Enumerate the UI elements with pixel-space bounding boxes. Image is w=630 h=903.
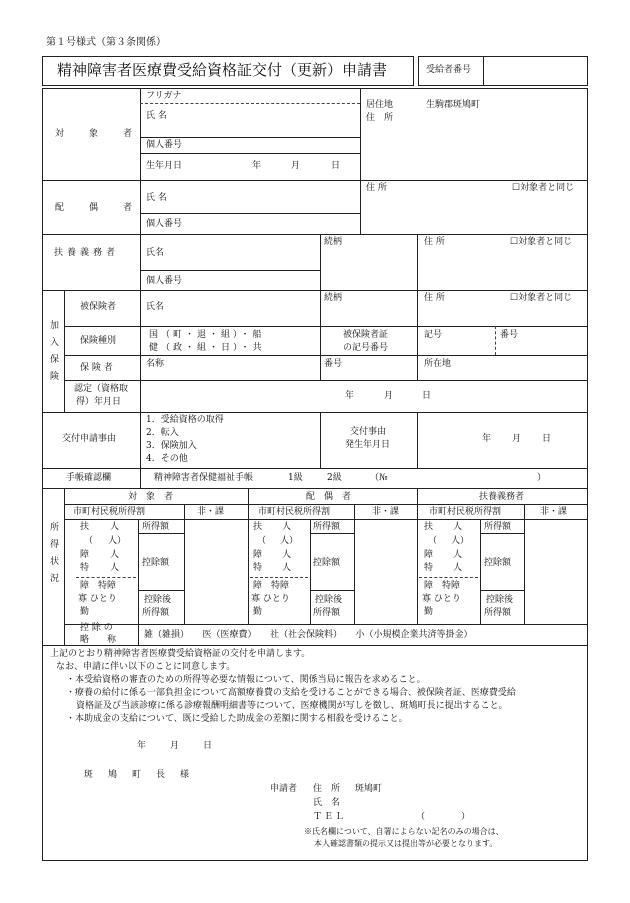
b3-paren-close: 人）	[451, 536, 470, 546]
declaration-date[interactable]: 年 月 日	[137, 741, 215, 751]
income-col-spouse: 配 偶 者	[306, 492, 352, 502]
insured-name-label: 氏名	[146, 302, 165, 312]
declaration-bullet2a: ・療養の給付に係る一部負担金について高額療養費の支給を受けることができる場合、被保険者証、医療費受給	[66, 688, 516, 698]
b2-paren: （	[257, 536, 267, 546]
insured-relation-label: 続柄	[324, 293, 343, 303]
insured-address-label: 住 所	[424, 293, 445, 303]
b2-toku: 特	[253, 563, 263, 573]
card-number-field-label: 番号	[500, 330, 519, 340]
b2-fuyo: 扶	[253, 522, 263, 532]
b1-income: 所得額	[142, 522, 170, 532]
b3-after1: 控除後	[486, 595, 514, 605]
form-number: 第１号様式（第３条関係）	[46, 37, 166, 48]
insurer-label: 保 険 者	[80, 363, 113, 373]
supporter-personal-no-label: 個人番号	[146, 276, 183, 286]
notebook-grade2[interactable]: 2級	[327, 473, 342, 483]
spouse-name-label: 氏 名	[146, 193, 167, 203]
insurer-no-label: 番号	[324, 359, 343, 369]
cert-date-label1: 認定（資格取	[74, 384, 129, 394]
supporter-address-label: 住 所	[424, 237, 445, 247]
abbr-text: 雑（雑損） 医（医療費） 社（社会保険料） 小（小規模企業共済等掛金）	[144, 630, 473, 640]
b3-paren: （	[428, 536, 438, 546]
page-title: 精神障害者医療費受給資格証交付（更新）申請書	[57, 61, 388, 79]
reason-month: 月	[512, 434, 522, 444]
signature-note2: 本人確認書類の提示又は提出等が必要となります。	[314, 839, 498, 848]
reason-date-label1: 交付事由	[350, 427, 387, 437]
declaration-bullet1: ・本受給資格の審査のための所得等必要な情報について、関係当局に報告を求めること。	[66, 675, 426, 685]
b3-toku: 特	[424, 563, 434, 573]
tax-status-3[interactable]: 非・課	[540, 507, 568, 517]
b3-lower2: 寡 ひとり	[422, 594, 461, 604]
b1-after1: 控除後	[144, 595, 172, 605]
b2-after1: 控除後	[315, 595, 343, 605]
insurance-type-options1[interactable]: 国（町・退・組）・船	[149, 330, 265, 340]
tax-label-3: 市町村民税所得割	[429, 507, 502, 517]
subject-address-label2: 住 所	[366, 113, 394, 123]
b2-ren1: 人	[282, 522, 292, 532]
declaration-bullet3: ・本助成金の支給について、既に受給した助成金の差額に関する相殺を受けること。	[66, 714, 408, 724]
subject-address-value[interactable]: 生駒郡斑鳩町	[426, 100, 481, 110]
declaration-line1: 上記のとおり精神障害者医療費受給資格証の交付を申請します。	[50, 649, 311, 659]
abbr-label1: 控 除 の	[80, 623, 113, 633]
b2-paren-close: 人）	[280, 536, 299, 546]
supporter-label: 扶養義務者	[54, 248, 120, 258]
reason-year: 年	[482, 434, 492, 444]
b1-toku: 特	[80, 563, 90, 573]
b3-ren2: 人	[453, 550, 463, 560]
reason-label: 交付申請事由	[62, 434, 117, 444]
b2-lower2: 寡 ひとり	[251, 594, 290, 604]
card-number-label2: の記号番号	[343, 343, 389, 353]
b3-income: 所得額	[484, 522, 512, 532]
cert-date-label2: 得）年月日	[76, 397, 122, 407]
reason-date-label2: 発生年月日	[345, 440, 391, 450]
b2-lower1: 障 特障	[253, 581, 290, 591]
card-number-label1: 被保険者証	[343, 330, 389, 340]
b3-ren1: 人	[453, 522, 463, 532]
b3-sho: 障	[424, 550, 434, 560]
b1-deduction: 控除額	[142, 558, 170, 568]
b3-lower1: 障 特障	[424, 581, 461, 591]
subject-birth-day: 日	[331, 161, 341, 171]
insurance-type-label: 保険種別	[80, 336, 117, 346]
b2-deduction: 控除額	[313, 558, 341, 568]
b1-fuyo: 扶	[80, 522, 90, 532]
applicant-tel-paren[interactable]: （ ）	[416, 812, 471, 822]
insured-same-checkbox[interactable]: ☐対象者と同じ	[510, 293, 573, 303]
subject-birth-month: 月	[291, 161, 301, 171]
b1-lower3: 勤	[80, 607, 90, 617]
b2-income: 所得額	[313, 522, 341, 532]
abbr-label2: 略 称	[80, 635, 117, 645]
signature-note1: ※氏名欄について、自署によらない記名のみの場合は、	[304, 827, 504, 836]
cert-year: 年	[345, 391, 355, 401]
b1-sho: 障	[80, 550, 90, 560]
b1-after2: 所得額	[142, 608, 170, 618]
subject-address-label1: 居住地	[366, 100, 394, 110]
notebook-close: ）	[537, 473, 547, 483]
insurer-name-label: 名称	[146, 359, 165, 369]
mayor-address: 斑 鳩 町 長 様	[84, 770, 193, 780]
b1-lower2: 寡 ひとり	[78, 594, 117, 604]
supporter-same-checkbox[interactable]: ☐対象者と同じ	[510, 237, 573, 247]
tax-status-2[interactable]: 非・課	[372, 507, 400, 517]
applicant-address-value[interactable]: 斑鳩町	[355, 784, 383, 794]
subject-birth-year: 年	[252, 161, 262, 171]
spouse-personal-no-label: 個人番号	[146, 219, 183, 229]
b1-ren3: 人	[110, 563, 120, 573]
b3-ren3: 人	[453, 563, 463, 573]
b1-paren-close: 人）	[108, 536, 127, 546]
b1-paren: （	[84, 536, 94, 546]
notebook-label: 手帳確認欄	[66, 473, 112, 483]
b2-ren3: 人	[282, 563, 292, 573]
b1-ren2: 人	[110, 550, 120, 560]
card-symbol-label: 記号	[424, 330, 443, 340]
tax-label-1: 市町村民税所得割	[73, 507, 146, 517]
income-col-supporter: 扶養義務者	[479, 492, 525, 502]
reason-item-2[interactable]: 2．転入	[146, 428, 179, 438]
applicant-name-label: 氏 名	[313, 798, 341, 808]
reason-item-1[interactable]: 1．受給資格の取得	[146, 415, 224, 425]
b3-lower3: 勤	[424, 607, 434, 617]
applicant-tel-label: ＴＥＬ	[313, 812, 347, 822]
notebook-text: 精神障害者保健福祉手帳	[154, 473, 254, 483]
b2-lower3: 勤	[253, 607, 263, 617]
recipient-no-label: 受給者番号	[426, 65, 472, 75]
cert-day: 日	[422, 391, 432, 401]
b1-lower1: 障 特障	[80, 581, 117, 591]
declaration-line2: なお、申請に伴い以下のことに同意します。	[56, 662, 236, 672]
cert-month: 月	[384, 391, 394, 401]
income-side-label: 所得状況	[48, 522, 58, 590]
b3-fuyo: 扶	[424, 522, 434, 532]
supporter-relation-label: 続柄	[324, 237, 343, 247]
income-col-subject: 対 象 者	[128, 492, 174, 502]
notebook-no: （№	[370, 473, 388, 483]
spouse-address-label: 住 所	[366, 183, 387, 193]
subject-label: 対 象 者	[55, 129, 141, 139]
b3-after2: 所得額	[484, 608, 512, 618]
tax-status-1[interactable]: 非・課	[197, 507, 225, 517]
insurance-type-options2[interactable]: 健（政・組・日）・共	[149, 343, 265, 353]
b2-ren2: 人	[282, 550, 292, 560]
notebook-grade1[interactable]: 1級	[288, 473, 303, 483]
b2-sho: 障	[253, 550, 263, 560]
b1-ren1: 人	[110, 522, 120, 532]
subject-name-label: 氏 名	[146, 111, 167, 121]
subject-personal-no-label: 個人番号	[146, 140, 183, 150]
applicant-address-label: 住 所	[313, 784, 341, 794]
b2-after2: 所得額	[313, 608, 341, 618]
applicant-label: 申請者	[270, 784, 298, 794]
subject-furigana-label: フリガナ	[146, 91, 182, 101]
reason-item-3[interactable]: 3．保険加入	[146, 441, 197, 451]
reason-day: 日	[542, 434, 552, 444]
reason-item-4[interactable]: 4．その他	[146, 454, 188, 464]
spouse-label: 配 偶 者	[55, 203, 141, 213]
b3-deduction: 控除額	[484, 558, 512, 568]
insurer-location-label: 所在地	[424, 359, 452, 369]
declaration-bullet2b: 資格証及び当該診療に係る診療報酬明細書等について、医療機関が写しを徴し、斑鳩町長に提出すること。	[76, 701, 508, 711]
insured-label: 被保険者	[80, 302, 117, 312]
insurance-side-label: 加入保険	[48, 320, 58, 388]
subject-birthdate-label: 生年月日	[146, 161, 183, 171]
spouse-same-checkbox[interactable]: ☐対象者と同じ	[512, 183, 575, 193]
supporter-name-label: 氏名	[146, 248, 165, 258]
tax-label-2: 市町村民税所得割	[258, 507, 331, 517]
